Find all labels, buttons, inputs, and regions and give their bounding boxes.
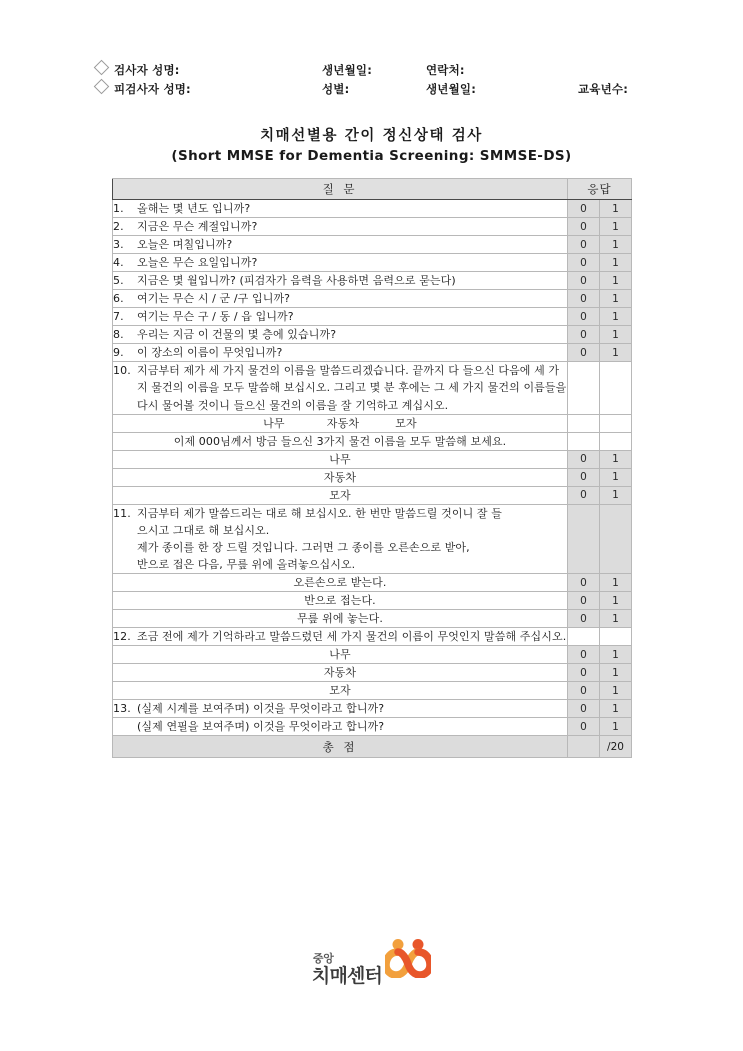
logo-sub-text: 중앙 bbox=[312, 952, 334, 965]
table-row bbox=[113, 218, 632, 236]
page-title-korean: 치매선별용 간이 정신상태 검사 bbox=[260, 128, 483, 144]
score-1-option[interactable]: 1 bbox=[600, 682, 632, 700]
respondent-header bbox=[96, 62, 656, 100]
score-1-option[interactable]: 1 bbox=[600, 290, 632, 308]
total-score-value[interactable]: /20 bbox=[600, 736, 632, 758]
table-row bbox=[113, 326, 632, 344]
score-0-option[interactable]: 0 bbox=[568, 468, 600, 486]
question-3-text: 오늘은 며칠입니까? bbox=[137, 238, 233, 252]
table-row bbox=[113, 450, 632, 468]
table-row bbox=[113, 592, 632, 610]
total-score-label: 총 점 bbox=[113, 736, 568, 758]
question-12-answer-placeholder-left bbox=[568, 628, 600, 646]
question-13-pencil-cell bbox=[113, 718, 568, 736]
score-0-option[interactable]: 0 bbox=[568, 200, 600, 218]
question-10-recall-word-1-cell: 나무 bbox=[113, 450, 568, 468]
subject-education-years-label: 교육년수: bbox=[578, 82, 629, 96]
score-0-option[interactable]: 0 bbox=[568, 610, 600, 628]
score-1-option[interactable]: 1 bbox=[600, 664, 632, 682]
table-row bbox=[113, 486, 632, 504]
score-1-option[interactable]: 1 bbox=[600, 592, 632, 610]
question-10-word-list-cell bbox=[113, 414, 568, 432]
question-4-number: 4. bbox=[113, 256, 124, 270]
column-header-question: 질 문 bbox=[113, 179, 568, 200]
question-1-number: 1. bbox=[113, 202, 124, 215]
smmse-assessment-table bbox=[112, 178, 632, 758]
table-row bbox=[113, 344, 632, 362]
question-11-instruction-cell bbox=[113, 504, 568, 573]
question-10-recall-word-2-cell: 자동차 bbox=[113, 468, 568, 486]
score-0-option[interactable]: 0 bbox=[568, 326, 600, 344]
question-1-text: 올해는 몇 년도 입니까? bbox=[137, 202, 251, 215]
question-2-number: 2. bbox=[113, 220, 124, 234]
table-row bbox=[113, 468, 632, 486]
score-1-option[interactable]: 1 bbox=[600, 236, 632, 254]
page-title-english: (Short MMSE for Dementia Screening: SMMSE-DS) bbox=[171, 148, 572, 164]
question-10-answer-placeholder-right bbox=[600, 432, 632, 450]
score-0-option[interactable]: 0 bbox=[568, 236, 600, 254]
question-7-number: 7. bbox=[113, 310, 124, 324]
table-row bbox=[113, 682, 632, 700]
score-1-option[interactable]: 1 bbox=[600, 254, 632, 272]
question-10-instruction-text: 지금부터 제가 세 가지 물건의 이름을 말씀드리겠습니다. 끝까지 다 들으신 다음에 세 가지 물건의 이름을 모두 말씀해 보십시오. 그리고 몇 분 후에는 그 세 가지 물건의 이름들을 다시 물어볼 것이니 들으신 물건의 이름을 잘 기억하고 계십시오. bbox=[137, 364, 567, 412]
table-row bbox=[113, 362, 632, 414]
table-row bbox=[113, 308, 632, 326]
question-10-number: 10. bbox=[113, 364, 131, 378]
score-1-option[interactable]: 1 bbox=[600, 450, 632, 468]
question-3-cell bbox=[113, 236, 568, 254]
question-8-cell bbox=[113, 326, 568, 344]
question-5-text: 지금은 몇 월입니까? (피검자가 음력을 사용하면 음력으로 묻는다) bbox=[137, 274, 456, 288]
question-11-answer-placeholder-right bbox=[600, 504, 632, 573]
question-12-instruction-text: 조금 전에 제가 기억하라고 말씀드렸던 세 가지 물건의 이름이 무엇인지 말씀해 주십시오. bbox=[137, 630, 567, 644]
diamond-icon bbox=[94, 60, 110, 76]
score-1-option[interactable]: 1 bbox=[600, 468, 632, 486]
score-1-option[interactable]: 1 bbox=[600, 646, 632, 664]
score-1-option[interactable]: 1 bbox=[600, 326, 632, 344]
question-2-cell bbox=[113, 218, 568, 236]
score-0-option[interactable]: 0 bbox=[568, 218, 600, 236]
table-row bbox=[113, 254, 632, 272]
diamond-icon bbox=[94, 79, 110, 95]
score-1-option[interactable]: 1 bbox=[600, 344, 632, 362]
header-row-examiner bbox=[96, 62, 656, 81]
question-12-recall-word-2-cell: 자동차 bbox=[113, 664, 568, 682]
table-row bbox=[113, 432, 632, 450]
question-12-number: 12. bbox=[113, 630, 131, 644]
table-row bbox=[113, 290, 632, 308]
question-9-cell bbox=[113, 344, 568, 362]
question-10-answer-placeholder-left bbox=[568, 432, 600, 450]
examiner-birthdate-label: 생년월일: bbox=[322, 63, 373, 77]
table-row bbox=[113, 272, 632, 290]
question-12-instruction-cell bbox=[113, 628, 568, 646]
examiner-name-label: 검사자 성명: bbox=[114, 63, 180, 77]
question-11-answer-placeholder-left bbox=[568, 504, 600, 573]
score-0-option[interactable]: 0 bbox=[568, 272, 600, 290]
question-3-number: 3. bbox=[113, 238, 124, 252]
score-0-option[interactable]: 0 bbox=[568, 664, 600, 682]
score-0-option[interactable]: 0 bbox=[568, 718, 600, 736]
question-7-cell bbox=[113, 308, 568, 326]
question-11-step-2-cell: 반으로 접는다. bbox=[113, 592, 568, 610]
question-12-answer-placeholder-right bbox=[600, 628, 632, 646]
score-1-option[interactable]: 1 bbox=[600, 700, 632, 718]
table-row bbox=[113, 664, 632, 682]
question-1-cell bbox=[113, 200, 568, 218]
question-11-instruction-line-4: 반으로 접은 다음, 무릎 위에 올려놓으십시오. bbox=[137, 557, 356, 571]
question-11-step-3-cell: 무릎 위에 놓는다. bbox=[113, 610, 568, 628]
examiner-contact-label: 연락처: bbox=[426, 63, 465, 77]
question-11-instruction-line-1: 지금부터 제가 말씀드리는 대로 해 보십시오. 한 번만 말씀드릴 것이니 잘 들 bbox=[137, 506, 502, 520]
question-4-cell bbox=[113, 254, 568, 272]
word-moja: 모자 bbox=[395, 416, 417, 430]
subject-gender-label: 성별: bbox=[322, 82, 350, 96]
score-0-option[interactable]: 0 bbox=[568, 573, 600, 591]
logo-main-text: 치매센터 bbox=[311, 965, 383, 987]
question-7-text: 여기는 무슨 구 / 동 / 읍 입니까? bbox=[137, 310, 294, 324]
table-row bbox=[113, 718, 632, 736]
column-header-answer: 응답 bbox=[568, 179, 632, 200]
question-12-recall-word-3-cell: 모자 bbox=[113, 682, 568, 700]
score-0-option[interactable]: 0 bbox=[568, 592, 600, 610]
question-10-answer-placeholder-right bbox=[600, 362, 632, 414]
score-0-option[interactable]: 0 bbox=[568, 646, 600, 664]
question-13-number: 13. bbox=[113, 702, 131, 716]
table-row bbox=[113, 628, 632, 646]
score-1-option[interactable]: 1 bbox=[600, 308, 632, 326]
question-10-answer-placeholder-right bbox=[600, 414, 632, 432]
table-row bbox=[113, 200, 632, 218]
table-row bbox=[113, 700, 632, 718]
score-0-option[interactable]: 0 bbox=[568, 486, 600, 504]
question-12-recall-word-1-cell: 나무 bbox=[113, 646, 568, 664]
subject-birthdate-label: 생년월일: bbox=[426, 82, 477, 96]
score-0-option[interactable]: 0 bbox=[568, 700, 600, 718]
word-namu: 나무 bbox=[263, 416, 285, 430]
score-1-option[interactable]: 1 bbox=[600, 718, 632, 736]
question-11-step-1-cell: 오른손으로 받는다. bbox=[113, 573, 568, 591]
table-row bbox=[113, 610, 632, 628]
score-1-option[interactable]: 1 bbox=[600, 218, 632, 236]
question-9-number: 9. bbox=[113, 346, 124, 360]
question-11-number: 11. bbox=[113, 506, 131, 520]
table-header-row bbox=[113, 179, 632, 200]
question-6-cell bbox=[113, 290, 568, 308]
table-row bbox=[113, 414, 632, 432]
question-10-answer-placeholder-left bbox=[568, 414, 600, 432]
two-figures-icon bbox=[385, 938, 431, 982]
subject-name-label: 피검사자 성명: bbox=[114, 82, 191, 96]
score-1-option[interactable]: 1 bbox=[600, 200, 632, 218]
total-score-spacer bbox=[568, 736, 600, 758]
question-4-text: 오늘은 무슨 요일입니까? bbox=[137, 256, 258, 270]
table-row bbox=[113, 646, 632, 664]
total-score-row bbox=[113, 736, 632, 758]
table-row bbox=[113, 236, 632, 254]
score-0-option[interactable]: 0 bbox=[568, 308, 600, 326]
table-row bbox=[113, 504, 632, 573]
question-13-clock-cell bbox=[113, 700, 568, 718]
question-10-answer-placeholder-left bbox=[568, 362, 600, 414]
score-0-option[interactable]: 0 bbox=[568, 254, 600, 272]
question-11-instruction-line-2: 으시고 그대로 해 보십시오. bbox=[137, 523, 270, 537]
question-10-instruction-cell bbox=[113, 362, 568, 414]
question-13-pencil-text: (실제 연필을 보여주며) 이것을 무엇이라고 합니까? bbox=[137, 720, 385, 734]
question-6-text: 여기는 무슨 시 / 군 /구 입니까? bbox=[137, 292, 291, 306]
score-0-option[interactable]: 0 bbox=[568, 290, 600, 308]
score-0-option[interactable]: 0 bbox=[568, 450, 600, 468]
question-8-number: 8. bbox=[113, 328, 124, 342]
score-1-option[interactable]: 1 bbox=[600, 486, 632, 504]
header-row-subject bbox=[96, 81, 656, 100]
question-11-instruction-line-3: 제가 종이를 한 장 드릴 것입니다. 그러면 그 종이를 오른손으로 받아, bbox=[137, 540, 470, 554]
score-1-option[interactable]: 1 bbox=[600, 573, 632, 591]
score-1-option[interactable]: 1 bbox=[600, 272, 632, 290]
score-0-option[interactable]: 0 bbox=[568, 682, 600, 700]
question-5-cell bbox=[113, 272, 568, 290]
score-1-option[interactable]: 1 bbox=[600, 610, 632, 628]
organization-logo bbox=[0, 938, 743, 986]
question-9-text: 이 장소의 이름이 무엇입니까? bbox=[137, 346, 283, 360]
word-jadongcha: 자동차 bbox=[326, 416, 360, 430]
score-0-option[interactable]: 0 bbox=[568, 344, 600, 362]
question-13-clock-text: (실제 시계를 보여주며) 이것을 무엇이라고 합니까? bbox=[137, 702, 385, 716]
question-8-text: 우리는 지금 이 건물의 몇 층에 있습니까? bbox=[137, 328, 337, 342]
question-10-prompt-cell: 이제 000님께서 방금 들으신 3가지 물건 이름을 모두 말씀해 보세요. bbox=[113, 432, 568, 450]
question-2-text: 지금은 무슨 계절입니까? bbox=[137, 220, 258, 234]
question-5-number: 5. bbox=[113, 274, 124, 288]
table-row bbox=[113, 573, 632, 591]
question-10-recall-word-3-cell: 모자 bbox=[113, 486, 568, 504]
question-6-number: 6. bbox=[113, 292, 124, 306]
